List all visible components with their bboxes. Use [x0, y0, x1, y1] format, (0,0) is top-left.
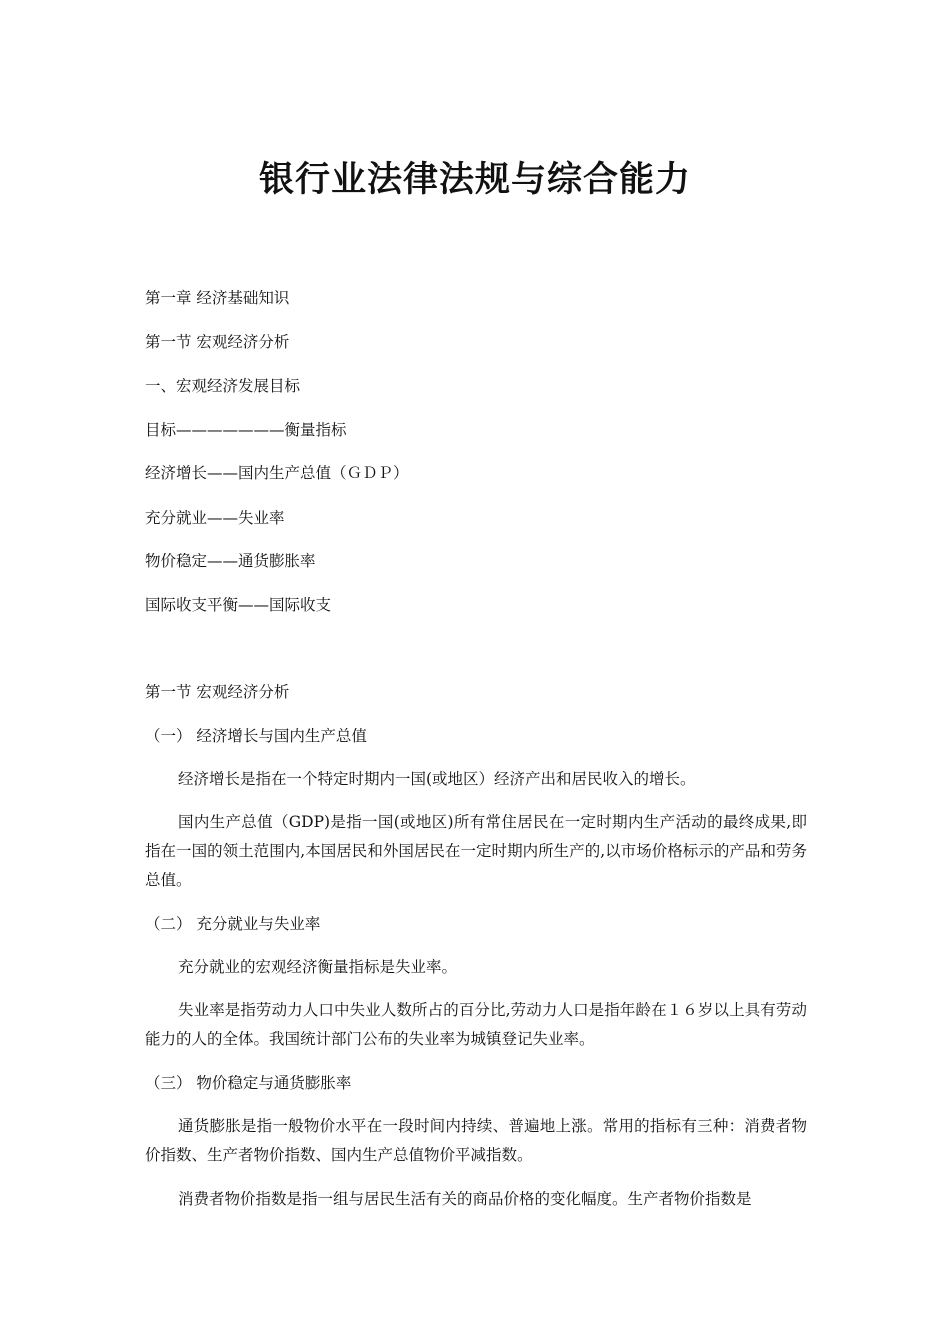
goal-list-item: 国际收支平衡——国际收支 [145, 596, 332, 614]
chapter-heading: 第一章 经济基础知识 [145, 289, 290, 307]
subsection-heading: （二） 充分就业与失业率 [145, 915, 321, 933]
body-paragraph: 充分就业的宏观经济衡量指标是失业率。 [178, 958, 458, 976]
subsection-heading: 一、宏观经济发展目标 [145, 377, 301, 395]
body-paragraph: 经济增长是指在一个特定时期内一国(或地区）经济产出和居民收入的增长。 [178, 770, 696, 788]
section-heading: 第一节 宏观经济分析 [145, 333, 290, 351]
body-paragraph: 消费者物价指数是指一组与居民生活有关的商品价格的变化幅度。生产者物价指数是 [178, 1190, 752, 1208]
goal-list-item: 充分就业——失业率 [145, 509, 285, 527]
subsection-heading: （一） 经济增长与国内生产总值 [145, 727, 367, 745]
body-paragraph: 失业率是指劳动力人口中失业人数所占的百分比,劳动力人口是指年龄在１６岁以上具有劳动能力的人的全体。我国统计部门公布的失业率为城镇登记失业率。 [145, 1001, 807, 1048]
goal-list-header: 目标———————衡量指标 [145, 421, 347, 439]
goal-list-item: 经济增长——国内生产总值（ＧＤＰ） [145, 464, 409, 482]
document-title: 银行业法律法规与综合能力 [258, 160, 691, 200]
body-paragraph: 通货膨胀是指一般物价水平在一段时间内持续、普遍地上涨。常用的指标有三种：消费者物价指数、生产者物价指数、国内生产总值物价平减指数。 [145, 1117, 807, 1164]
body-paragraph: 国内生产总值（GDP)是指一国(或地区)所有常住居民在一定时期内生产活动的最终成果,即指在一国的领土范围内,本国居民和外国居民在一定时期内所生产的,以市场价格标示的产品和劳务总值。 [145, 813, 807, 889]
goal-list-item: 物价稳定——通货膨胀率 [145, 552, 316, 570]
subsection-heading: （三） 物价稳定与通货膨胀率 [145, 1074, 352, 1092]
section-heading: 第一节 宏观经济分析 [145, 683, 290, 701]
